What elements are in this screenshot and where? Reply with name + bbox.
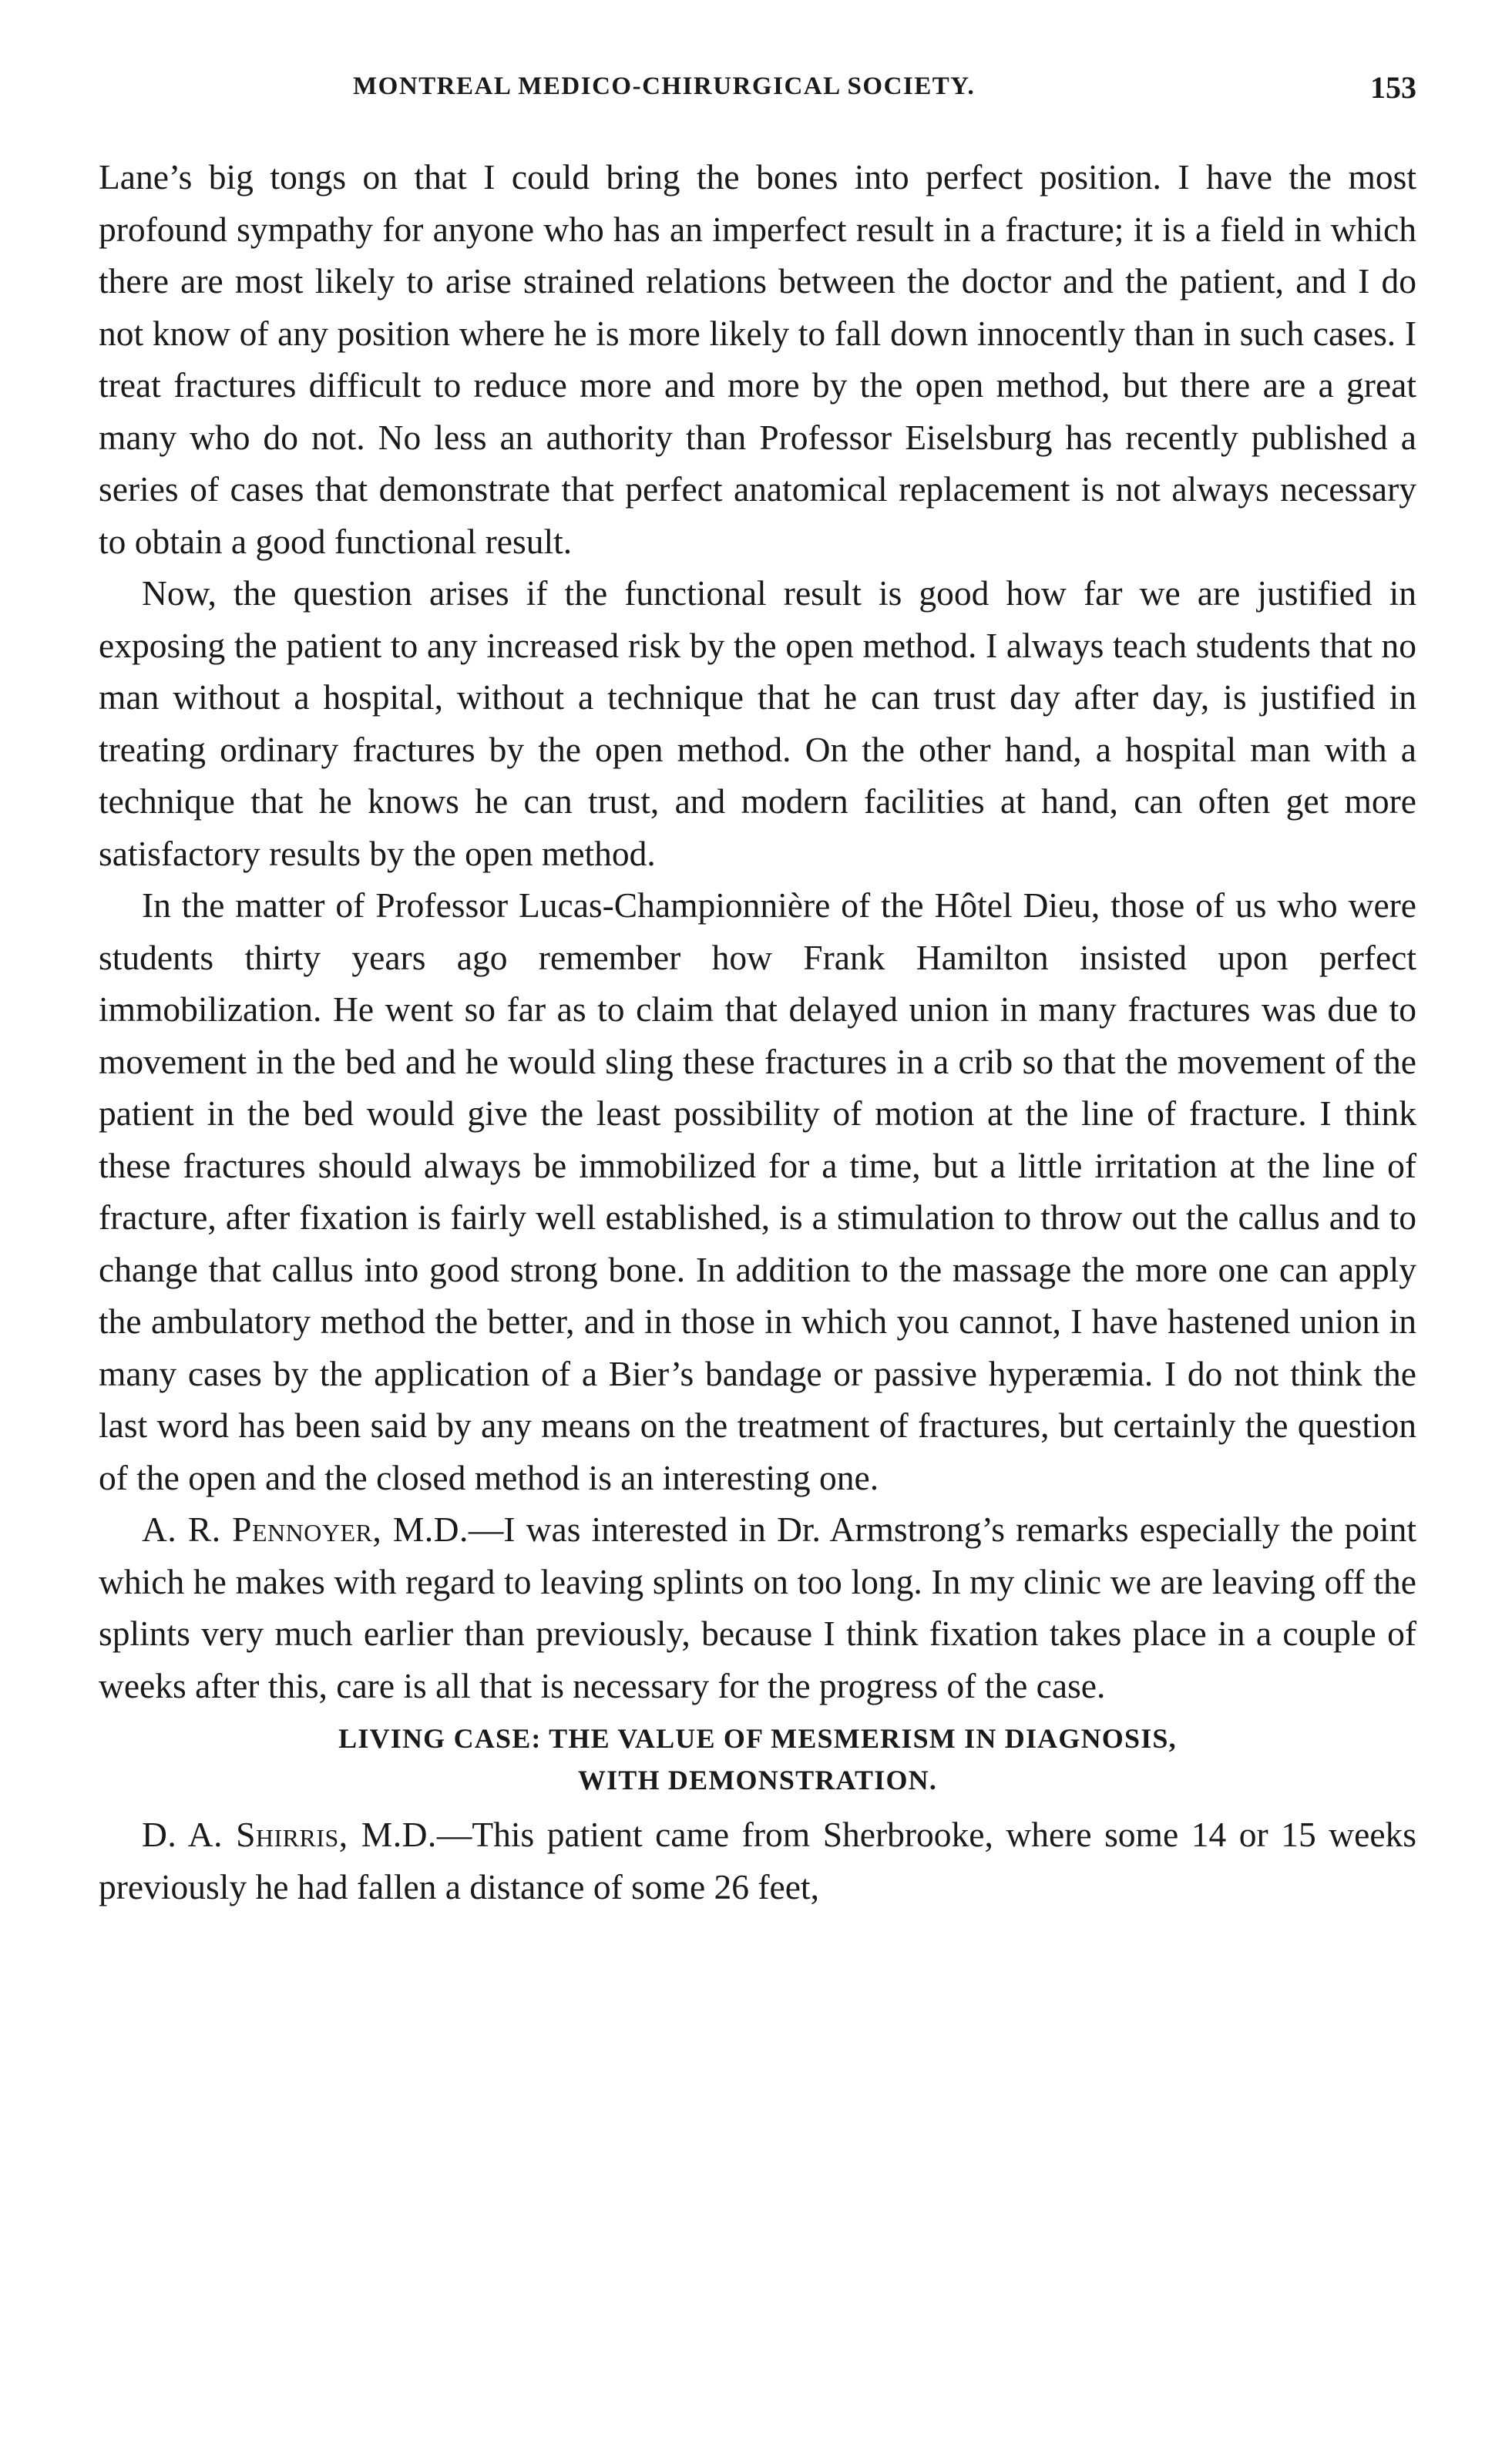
paragraph-pennoyer-remarks xyxy=(99,1503,1416,1711)
paragraph-functional-result: Now, the question arises if the functional result is good how far we are justified in exposing the patient to any increased risk by the open method. I always teach students that no man without a hospital, without a technique that he can trust day after day, is justified in treating ordinary fractures by the open method. On the other hand, a hospital man with a technique that he knows he can trust, and modern facilities at hand, can often get more satisfactory results by the open method. xyxy=(99,573,1416,873)
section-heading xyxy=(99,1718,1416,1801)
speaker-name: D. A. Shirris, M.D. xyxy=(142,1815,437,1854)
running-head xyxy=(99,62,1416,117)
paragraph-text: —I was interested in Dr. Armstrong’s remarks especially the point which he makes with regard to leaving splints on too long. In my clinic we are leaving off the splints very much earlier than previously, because I think fixation takes place in a couple of weeks after this, care is all that is necessary for the progress of the case. xyxy=(99,1510,1416,1705)
document-page xyxy=(99,62,1416,1913)
paragraph-lane-tongs: Lane’s big tongs on that I could bring the bones into perfect position. I have the most profound sympathy for anyone who has an imperfect result in a fracture; it is a field in which there are most likely to arise strained relations between the doctor and the patient, and I do not know of any position where he is more likely to fall down innocently than in such cases. I treat fractures difficult to reduce more and more by the open method, but there are a great many who do not. No less an authority than Professor Eiselsburg has recently published a series of cases that demonstrate that perfect anatomical replacement is not always necessary to obtain a good functional result. xyxy=(99,157,1416,561)
paragraph-lucas-championniere: In the matter of Professor Lucas-Championnière of the Hôtel Dieu, those of us who were students thirty years ago remember how Frank Hamilton insisted upon perfect immobilization. He went so far as to claim that delayed union in many fractures was due to movement in the bed and he would sling these fractures in a crib so that the movement of the patient in the bed would give the least possibility of motion at the line of fracture. I think these fractures should always be immobilized for a time, but a little irritation at the line of fracture, after fixation is fairly well established, is a stimulation to throw out the callus and to change that callus into good strong bone. In addition to the massage the more one can apply the ambulatory method the better, and in those in which you cannot, I have hastened union in many cases by the application of a Bier’s bandage or passive hyperæmia. I do not think the last word has been said by any means on the treatment of fractures, but certainly the question of the open and the closed method is an interesting one. xyxy=(99,885,1416,1497)
paragraph-text: —This patient came from Sherbrooke, where some 14 or 15 weeks previously he had fallen a distance of some 26 feet, xyxy=(99,1815,1417,1906)
paragraph-shirris-case xyxy=(99,1809,1416,1913)
running-title: MONTREAL MEDICO-CHIRURGICAL SOCIETY. xyxy=(353,72,976,100)
speaker-name: A. R. Pennoyer, M.D. xyxy=(142,1510,469,1549)
page-number: 153 xyxy=(1370,70,1416,105)
section-heading-line: LIVING CASE: THE VALUE OF MESMERISM IN DIAGNOSIS, xyxy=(338,1723,1177,1754)
section-heading-line: WITH DEMONSTRATION. xyxy=(577,1765,938,1795)
